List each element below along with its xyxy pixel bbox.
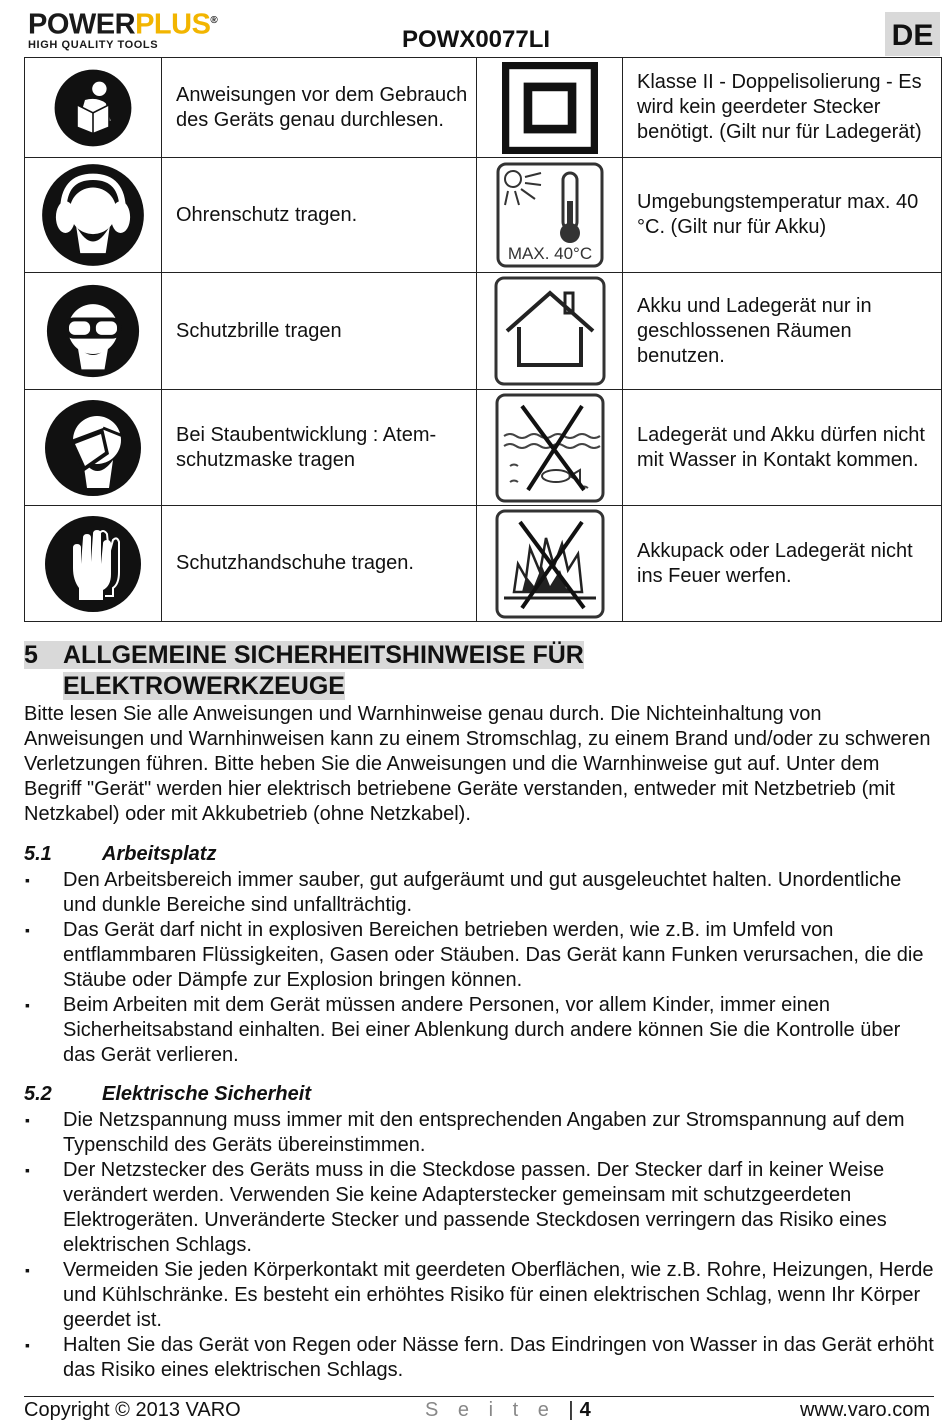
symbol-row bbox=[25, 273, 942, 390]
logo-tagline: HIGH QUALITY TOOLS bbox=[28, 38, 159, 51]
subsection-number: 5.1 bbox=[24, 843, 52, 865]
symbol-row bbox=[25, 506, 942, 622]
list-item-text: Die Netzspannung muss immer mit den entsprechenden Angaben zur Stromspannung auf dem Typenschild des Geräts übereinstimmen. bbox=[63, 1109, 905, 1156]
symbol-description: Klasse II - Doppelisolierung - Es wird kein geerdeter Stecker benötigt. (Gilt nur für Ladegerät) bbox=[623, 58, 942, 158]
copyright-text: Copyright © 2013 VARO bbox=[24, 1399, 241, 1421]
symbol-description: Akku und Ladegerät nur in geschlossenen Räumen benutzen. bbox=[623, 273, 942, 390]
footer-divider bbox=[24, 1396, 934, 1397]
subsection-heading bbox=[24, 1083, 311, 1106]
bullet-icon: ▪ bbox=[25, 1337, 30, 1353]
ear-protection-icon bbox=[25, 158, 162, 273]
page-label: S e i t e bbox=[425, 1399, 556, 1421]
no-fire-icon bbox=[477, 506, 623, 622]
list-item-text: Halten Sie das Gerät von Regen oder Nässe fern. Das Eindringen von Wasser in das Gerät erhöht das Risiko eines elektrischen Schlags. bbox=[63, 1334, 934, 1381]
bullet-icon: ▪ bbox=[25, 872, 30, 888]
read-manual-icon bbox=[25, 58, 162, 158]
symbol-row bbox=[25, 390, 942, 506]
list-item bbox=[24, 868, 934, 918]
list-item bbox=[24, 1333, 934, 1383]
page-separator: | bbox=[568, 1399, 574, 1421]
language-badge: DE bbox=[885, 12, 940, 56]
section-intro: Bitte lesen Sie alle Anweisungen und Warnhinweise genau durch. Die Nichteinhaltung von Anweisungen und Warnhinweisen kann zu einem Stromschlag, zu einem Brand und/oder zu schweren Verletzungen führen. Bitte heben Sie die Anweisungen und die Warnhinweise gut auf. Unter dem Begriff "Gerät" werden hier elektrisch betriebene Geräte verstanden, entweder mit Netzbetrieb (mit Netzkabel) oder mit Akkubetrieb (ohne Netzkabel). bbox=[24, 703, 931, 825]
section-title-line2: ELEKTROWERKZEUGE bbox=[63, 672, 345, 700]
symbol-description: Umgebungstemperatur max. 40 °C. (Gilt nur für Akku) bbox=[623, 158, 942, 273]
symbol-description: Ladegerät und Akku dürfen nicht mit Wasser in Kontakt kommen. bbox=[623, 390, 942, 506]
list-item-text: Den Arbeitsbereich immer sauber, gut aufgeräumt und gut ausgeleuchtet halten. Unordentliche und dunkle Bereiche sind unfallträchtig. bbox=[63, 869, 902, 916]
bullet-icon: ▪ bbox=[25, 1262, 30, 1278]
bullet-list bbox=[24, 1108, 934, 1383]
subsection-number: 5.2 bbox=[24, 1083, 52, 1105]
website-link[interactable]: www.varo.com bbox=[799, 1399, 930, 1421]
page-indicator bbox=[425, 1399, 591, 1422]
symbol-row bbox=[25, 58, 942, 158]
gloves-icon bbox=[25, 506, 162, 622]
page-number: 4 bbox=[579, 1399, 591, 1421]
safety-goggles-icon bbox=[25, 273, 162, 390]
section-title-line1: ALLGEMEINE SICHERHEITSHINWEISE FÜR bbox=[63, 641, 584, 669]
logo-text-plus: PLUS bbox=[135, 8, 211, 41]
subsection-title: Elektrische Sicherheit bbox=[102, 1083, 311, 1105]
symbol-description: Akkupack oder Ladegerät nicht ins Feuer werfen. bbox=[623, 506, 942, 622]
list-item-text: Der Netzstecker des Geräts muss in die Steckdose passen. Der Stecker darf in keiner Weise verändert werden. Verwenden Sie keine Adapterstecker gemeinsam mit schutzgeerdeten Elektrogeräten. Unveränderte Stecker und passende Steckdosen verringern das Risiko eines elektrischen Schlags. bbox=[63, 1159, 887, 1256]
bullet-icon: ▪ bbox=[25, 922, 30, 938]
logo-registered-mark: ® bbox=[210, 15, 218, 26]
list-item bbox=[24, 918, 934, 993]
bullet-icon: ▪ bbox=[25, 1112, 30, 1128]
list-item bbox=[24, 1258, 934, 1333]
model-number: POWX0077LI bbox=[402, 26, 551, 53]
symbol-description: Schutzbrille tragen bbox=[162, 273, 477, 390]
list-item-text: Vermeiden Sie jeden Körperkontakt mit geerdeten Oberflächen, wie z.B. Rohre, Heizungen, Herde und Kühlschränke. Es besteht ein erhöhtes Risiko für einen elektrischen Schlag, wenn Ihr Körper geerdet ist. bbox=[63, 1259, 934, 1331]
symbol-row bbox=[25, 158, 942, 273]
powerplus-logo bbox=[28, 6, 217, 51]
subsection-title: Arbeitsplatz bbox=[102, 843, 217, 865]
temperature-label: MAX. 40°C bbox=[507, 244, 592, 263]
indoor-use-icon bbox=[477, 273, 623, 390]
symbol-description: Bei Staubentwicklung : Atem-schutzmaske tragen bbox=[162, 390, 477, 506]
section-number: 5 bbox=[24, 641, 38, 669]
bullet-icon: ▪ bbox=[25, 997, 30, 1013]
list-item bbox=[24, 993, 934, 1068]
symbol-table bbox=[24, 57, 942, 622]
list-item-text: Das Gerät darf nicht in explosiven Bereichen betrieben werden, wie z.B. im Umfeld von entflammbaren Flüssigkeiten, Gasen oder Stäuben. Das Gerät kann Funken verursachen, die die Stäube oder Dämpfe zur Explosion bringen können. bbox=[63, 919, 924, 991]
page-header bbox=[0, 0, 950, 60]
symbol-description: Anweisungen vor dem Gebrauch des Geräts genau durchlesen. bbox=[162, 58, 477, 158]
bullet-list bbox=[24, 868, 934, 1068]
double-insulation-icon bbox=[477, 58, 623, 158]
section-heading bbox=[24, 640, 584, 702]
list-item-text: Beim Arbeiten mit dem Gerät müssen andere Personen, vor allem Kinder, immer einen Sicherheitsabstand einhalten. Bei einer Ablenkung durch andere können Sie die Kontrolle über das Gerät verlieren. bbox=[63, 994, 901, 1066]
max-temperature-icon bbox=[477, 158, 623, 273]
subsection-heading bbox=[24, 843, 216, 866]
logo-text-power: POWER bbox=[28, 8, 136, 41]
symbol-description: Schutzhandschuhe tragen. bbox=[162, 506, 477, 622]
no-water-icon bbox=[477, 390, 623, 506]
list-item bbox=[24, 1158, 934, 1258]
list-item bbox=[24, 1108, 934, 1158]
bullet-icon: ▪ bbox=[25, 1162, 30, 1178]
dust-mask-icon bbox=[25, 390, 162, 506]
symbol-description: Ohrenschutz tragen. bbox=[162, 158, 477, 273]
